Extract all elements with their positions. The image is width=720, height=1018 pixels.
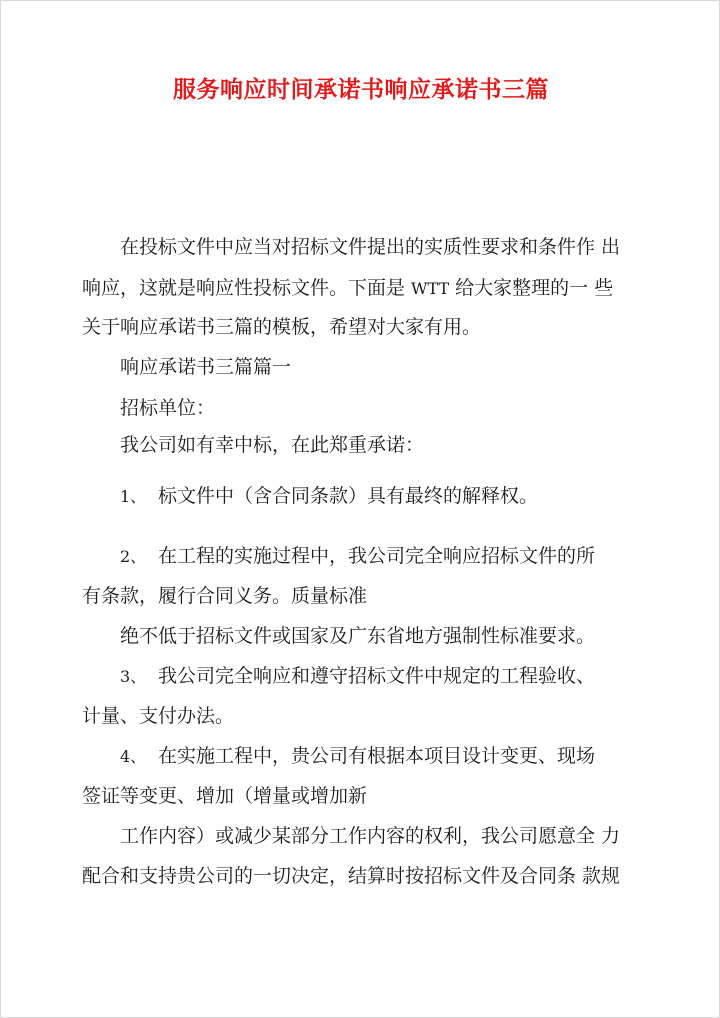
list-item <box>120 744 595 769</box>
body-line: 配合和支持贵公司的一切决定，结算时按招标文件及合同条 款规 <box>82 865 621 887</box>
list-item <box>120 544 595 569</box>
body-text: 响应，这就是响应性投标文件。下面是 <box>82 277 412 299</box>
body-line: 签证等变更、增加（增量或增加新 <box>82 785 368 807</box>
body-line: 关于响应承诺书三篇的模板，希望对大家有用。 <box>82 316 482 338</box>
document-title: 服务响应时间承诺书响应承诺书三篇 <box>173 76 549 103</box>
list-item-number: 3、 <box>120 667 147 686</box>
body-line: 在投标文件中应当对招标文件提出的实质性要求和条件作 出 <box>120 236 621 258</box>
list-item-text: 在实施工程中，贵公司有根据本项目设计变更、现场 <box>158 745 596 767</box>
list-item-number: 4、 <box>120 747 147 766</box>
list-item-text: 标文件中（含合同条款）具有最终的解释权。 <box>158 485 539 507</box>
body-text-latin: WTT <box>411 279 450 298</box>
body-line: 工作内容）或减少某部分工作内容的权利，我公司愿意全 力 <box>120 825 621 847</box>
body-line: 绝不低于招标文件或国家及广东省地方强制性标准要求。 <box>120 625 596 647</box>
list-item <box>120 664 595 689</box>
list-item-text: 我公司完全响应和遵守招标文件中规定的工程验收、 <box>158 665 596 687</box>
body-line: 我公司如有幸中标，在此郑重承诺： <box>120 434 425 456</box>
body-line <box>82 276 613 301</box>
body-line: 计量、支付办法。 <box>82 705 235 727</box>
list-item-number: 2、 <box>120 547 147 566</box>
list-item-text: 在工程的实施过程中，我公司完全响应招标文件的所 <box>158 545 596 567</box>
list-item <box>120 484 538 509</box>
body-text: 给大家整理的一 些 <box>449 277 614 299</box>
body-line: 有条款，履行合同义务。质量标准 <box>82 585 368 607</box>
list-item-number: 1、 <box>120 487 147 506</box>
addressee-line: 招标单位： <box>120 397 216 419</box>
section-heading: 响应承诺书三篇篇一 <box>120 356 292 378</box>
